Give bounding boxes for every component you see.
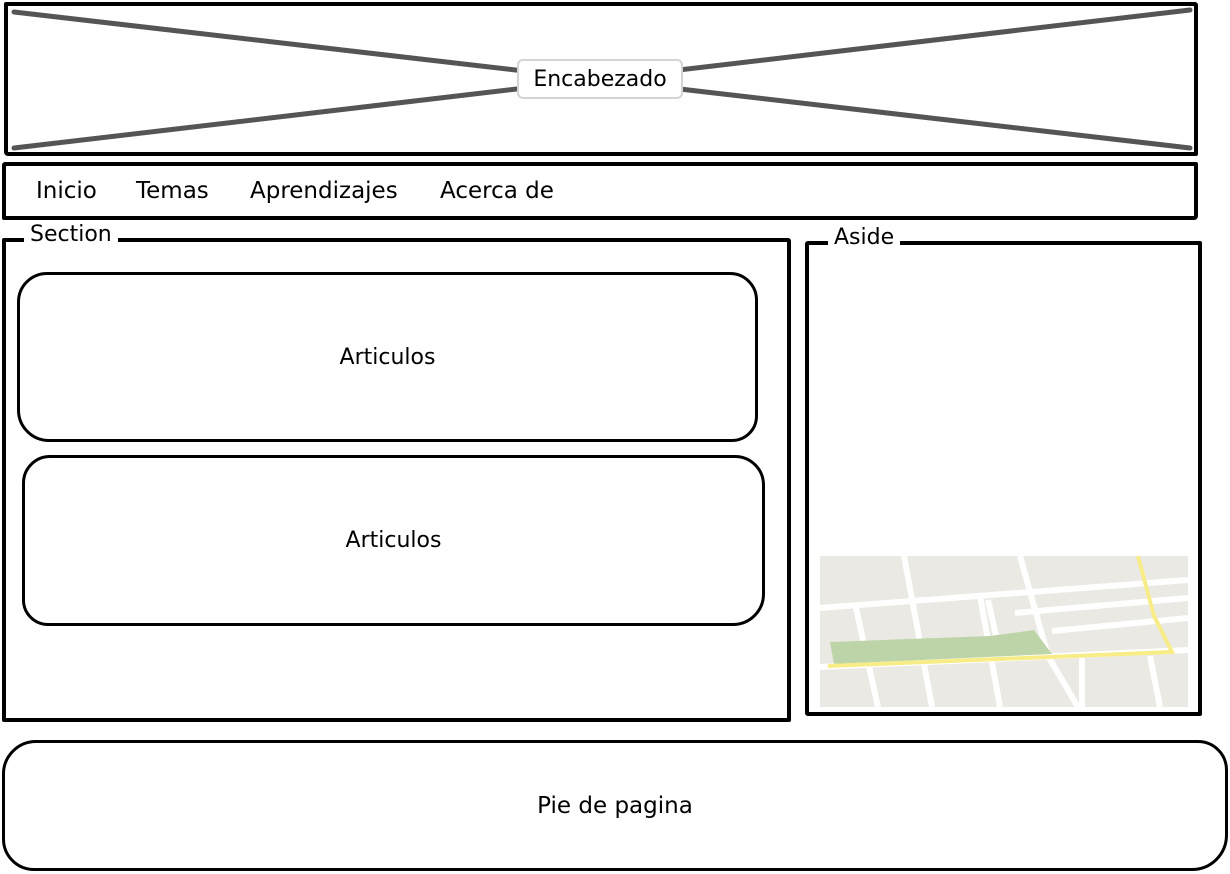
map-widget[interactable] <box>820 556 1188 707</box>
article-label: Articulos <box>345 528 442 553</box>
header-label: Encabezado <box>517 59 683 99</box>
article-label: Articulos <box>339 344 436 370</box>
article-box <box>17 272 758 442</box>
nav-item-aprendizajes[interactable]: Aprendizajes <box>250 178 398 204</box>
nav-bar <box>2 162 1198 220</box>
aside-legend: Aside <box>828 225 900 251</box>
nav-item-acerca-de[interactable]: Acerca de <box>440 178 554 204</box>
footer-label: Pie de pagina <box>537 792 693 819</box>
footer <box>2 740 1228 871</box>
nav-item-inicio[interactable]: Inicio <box>36 178 97 204</box>
article-box <box>22 455 765 626</box>
section-legend: Section <box>24 222 118 248</box>
map-image <box>820 556 1188 707</box>
nav-item-temas[interactable]: Temas <box>136 178 209 204</box>
